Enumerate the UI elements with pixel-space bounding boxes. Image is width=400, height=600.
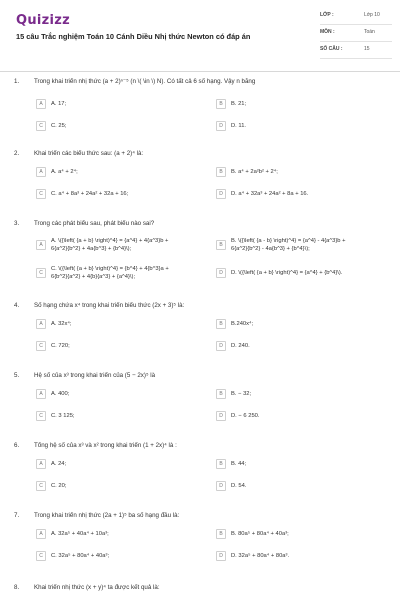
option-letter-box: C bbox=[36, 189, 46, 199]
option-b[interactable] bbox=[216, 456, 361, 472]
option-letter-box: B bbox=[216, 319, 226, 329]
question-item bbox=[0, 150, 400, 220]
option-letter-box: A bbox=[36, 529, 46, 539]
option-letter-box: D bbox=[216, 551, 226, 561]
question-item bbox=[0, 78, 400, 150]
page-title: 15 câu Trắc nghiệm Toán 10 Cánh Diều Nhị thức Newton có đáp án bbox=[16, 32, 251, 41]
option-a[interactable] bbox=[36, 526, 181, 542]
question-item bbox=[0, 584, 400, 600]
meta-table bbox=[320, 8, 392, 59]
option-text: C. 32a⁵ + 80a⁴ + 40a³; bbox=[51, 553, 110, 559]
option-text: B. \({\left( {a - b} \right)^4} = {a^4} - 4{a^3}b + 6{a^2}{b^2} - 4a{b^3} + {b^4}\); bbox=[231, 238, 346, 252]
meta-row-subject bbox=[320, 25, 392, 42]
option-text: B. a⁴ + 2a²b² + 2⁴; bbox=[231, 169, 278, 175]
question-text: Khai triển nhị thức (x + y)⁴ ta được kết quả là: bbox=[34, 584, 160, 591]
option-text: D. a⁴ + 32a³ + 24a² + 8a + 16. bbox=[231, 191, 309, 197]
option-letter-box: A bbox=[36, 389, 46, 399]
option-a[interactable] bbox=[36, 234, 181, 256]
option-d[interactable] bbox=[216, 478, 361, 494]
option-a[interactable] bbox=[36, 164, 181, 180]
option-c[interactable] bbox=[36, 186, 181, 202]
option-text: C. 3 125; bbox=[51, 413, 75, 419]
option-letter-box: D bbox=[216, 341, 226, 351]
option-text: B.240x⁴; bbox=[231, 321, 254, 327]
question-item bbox=[0, 372, 400, 442]
option-text: A. a⁴ + 2⁴; bbox=[51, 169, 78, 175]
question-item bbox=[0, 512, 400, 584]
option-text: A. 400; bbox=[51, 391, 70, 397]
option-a[interactable] bbox=[36, 316, 181, 332]
option-b[interactable] bbox=[216, 96, 361, 112]
option-c[interactable] bbox=[36, 548, 181, 564]
option-c[interactable] bbox=[36, 262, 181, 284]
option-letter-box: A bbox=[36, 319, 46, 329]
option-d[interactable] bbox=[216, 118, 361, 134]
question-list bbox=[0, 78, 400, 600]
question-number: 5. bbox=[14, 372, 20, 379]
option-c[interactable] bbox=[36, 478, 181, 494]
question-text: Số hạng chứa x⁴ trong khai triển biểu thức (2x + 3)⁵ là: bbox=[34, 302, 185, 309]
option-letter-box: A bbox=[36, 240, 46, 250]
option-text: B. 44; bbox=[231, 461, 247, 467]
question-text: Trong khai triển nhị thức (2a + 1)⁵ ba số hạng đầu là: bbox=[34, 512, 180, 519]
option-text: C. 20; bbox=[51, 483, 67, 489]
option-text: B. 80a⁵ + 80a⁴ + 40a³; bbox=[231, 531, 289, 537]
option-letter-box: D bbox=[216, 189, 226, 199]
meta-key: LỚP : bbox=[320, 12, 334, 18]
option-letter-box: B bbox=[216, 529, 226, 539]
option-text: D. 32a⁵ + 80a⁴ + 80a³. bbox=[231, 553, 290, 559]
option-b[interactable] bbox=[216, 164, 361, 180]
question-number: 4. bbox=[14, 302, 20, 309]
option-d[interactable] bbox=[216, 408, 361, 424]
option-text: C. a⁴ + 8a³ + 24a² + 32a + 16; bbox=[51, 191, 129, 197]
option-letter-box: B bbox=[216, 240, 226, 250]
option-text: D. 54. bbox=[231, 483, 247, 489]
question-text: Trong các phát biểu sau, phát biểu nào sai? bbox=[34, 220, 155, 227]
question-number: 2. bbox=[14, 150, 20, 157]
question-item bbox=[0, 302, 400, 372]
option-d[interactable] bbox=[216, 548, 361, 564]
question-number: 7. bbox=[14, 512, 20, 519]
option-letter-box: C bbox=[36, 411, 46, 421]
option-text: D. − 6 250. bbox=[231, 413, 260, 419]
option-letter-box: D bbox=[216, 411, 226, 421]
option-c[interactable] bbox=[36, 338, 181, 354]
quizizz-logo: Quizizz bbox=[16, 13, 71, 28]
option-letter-box: B bbox=[216, 389, 226, 399]
option-text: C. \({\left( {a + b} \right)^4} = {b^4} + 4{b^3}a + 6{b^2}{a^2} + 4{b}{a^3} + {a^4}\); bbox=[51, 266, 169, 280]
option-text: A. 32x⁴; bbox=[51, 321, 72, 327]
option-d[interactable] bbox=[216, 262, 361, 284]
question-number: 3. bbox=[14, 220, 20, 227]
option-letter-box: A bbox=[36, 459, 46, 469]
meta-value: Lớp 10 bbox=[364, 12, 380, 18]
option-text: A. \({\left( {a + b} \right)^4} = {a^4} + 4{a^3}b + 6{a^2}{b^2} + 4a{b^3} + {b^4}\); bbox=[51, 238, 169, 252]
option-text: C. 720; bbox=[51, 343, 70, 349]
question-item bbox=[0, 442, 400, 512]
meta-row-count bbox=[320, 42, 392, 59]
option-b[interactable] bbox=[216, 526, 361, 542]
option-letter-box: A bbox=[36, 167, 46, 177]
question-number: 1. bbox=[14, 78, 20, 85]
question-number: 6. bbox=[14, 442, 20, 449]
option-letter-box: C bbox=[36, 121, 46, 131]
option-letter-box: D bbox=[216, 121, 226, 131]
option-letter-box: D bbox=[216, 268, 226, 278]
option-text: D. 11. bbox=[231, 123, 247, 129]
option-c[interactable] bbox=[36, 118, 181, 134]
option-text: C. 25; bbox=[51, 123, 67, 129]
option-b[interactable] bbox=[216, 316, 361, 332]
question-item bbox=[0, 220, 400, 302]
option-c[interactable] bbox=[36, 408, 181, 424]
option-text: A. 17; bbox=[51, 101, 67, 107]
option-text: B. − 32; bbox=[231, 391, 252, 397]
question-text: Hệ số của x³ trong khai triển của (5 − 2x)⁵ là bbox=[34, 372, 156, 379]
option-d[interactable] bbox=[216, 186, 361, 202]
meta-value: Toán bbox=[364, 29, 375, 35]
option-letter-box: B bbox=[216, 167, 226, 177]
option-text: D. \({\left( {a + b} \right)^4} = {a^4} + {b^4}\). bbox=[231, 270, 343, 276]
option-text: D. 240. bbox=[231, 343, 250, 349]
option-a[interactable] bbox=[36, 386, 181, 402]
option-letter-box: B bbox=[216, 459, 226, 469]
option-letter-box: D bbox=[216, 481, 226, 491]
option-letter-box: C bbox=[36, 268, 46, 278]
question-number: 8. bbox=[14, 584, 20, 591]
option-letter-box: A bbox=[36, 99, 46, 109]
question-text: Khai triển các biểu thức sau: (a + 2)⁴ là: bbox=[34, 150, 144, 157]
meta-key: SỐ CÂU : bbox=[320, 46, 343, 52]
option-d[interactable] bbox=[216, 338, 361, 354]
question-text: Tổng hệ số của x³ và x² trong khai triển (1 + 2x)⁴ là : bbox=[34, 442, 177, 449]
option-a[interactable] bbox=[36, 456, 181, 472]
option-letter-box: B bbox=[216, 99, 226, 109]
option-b[interactable] bbox=[216, 234, 361, 256]
option-letter-box: C bbox=[36, 551, 46, 561]
question-text: Trong khai triển nhị thức (a + 2)ⁿ⁻⁵ (n \( \in \) N). Có tất cả 6 số hạng. Vậy n bằng bbox=[34, 78, 256, 85]
option-text: A. 32a⁵ + 40a⁴ + 10a³; bbox=[51, 531, 109, 537]
meta-value: 15 bbox=[364, 46, 370, 52]
option-b[interactable] bbox=[216, 386, 361, 402]
meta-row-class bbox=[320, 8, 392, 25]
meta-key: MÔN : bbox=[320, 29, 335, 35]
option-text: B. 21; bbox=[231, 101, 247, 107]
page-header bbox=[0, 0, 400, 72]
option-letter-box: C bbox=[36, 481, 46, 491]
option-text: A. 24; bbox=[51, 461, 67, 467]
option-a[interactable] bbox=[36, 96, 181, 112]
option-letter-box: C bbox=[36, 341, 46, 351]
